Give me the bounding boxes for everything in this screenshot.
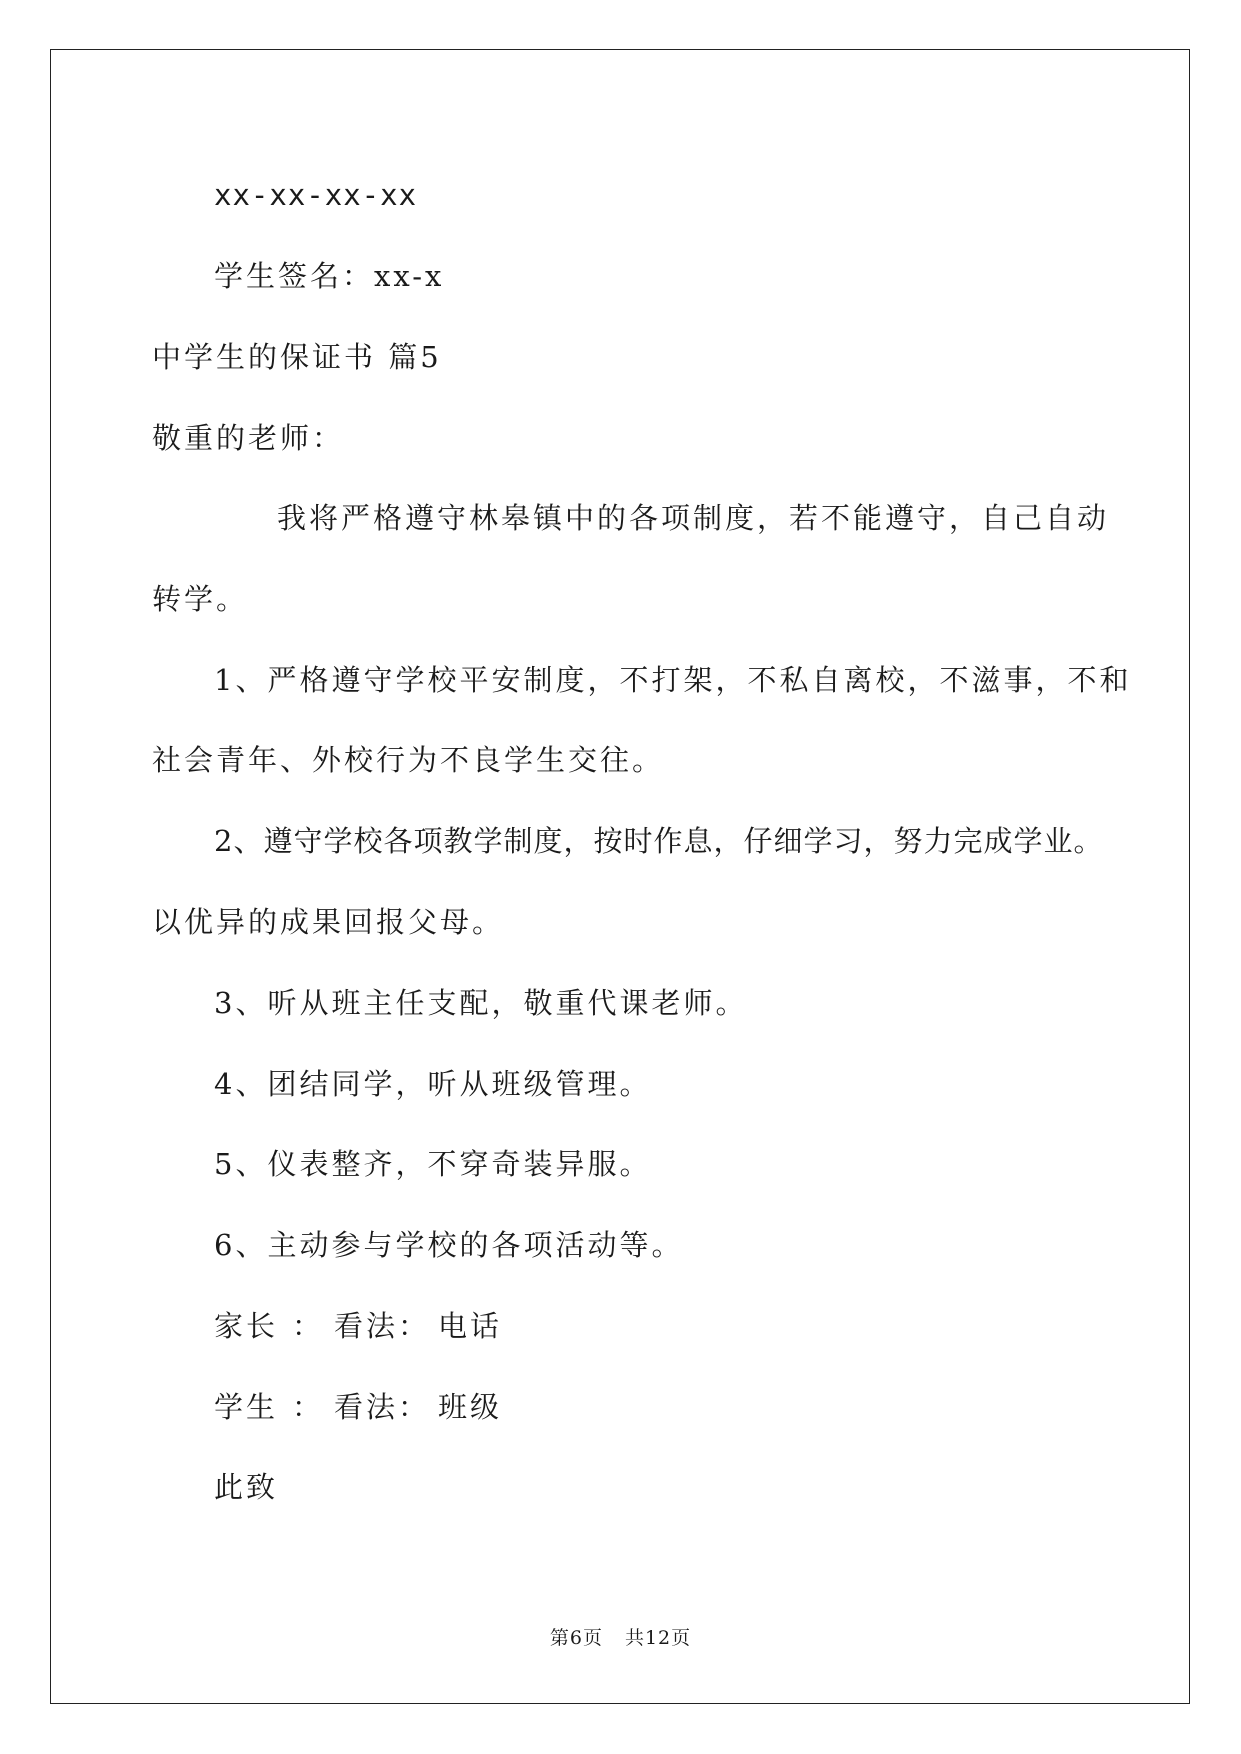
greeting: 敬重的老师： xyxy=(152,421,345,455)
item-2-line-1: 2、遵守学校各项教学制度，按时作息，仔细学习，努力完成学业。 xyxy=(214,824,1104,858)
item-5: 5、仪表整齐，不穿奇装异服。 xyxy=(214,1147,652,1181)
parent-label: 家长 xyxy=(214,1309,279,1343)
page-number-current: 第6页 xyxy=(549,1627,603,1649)
page-footer xyxy=(0,1626,1241,1650)
page-border xyxy=(50,49,1190,1704)
student-label: 学生 xyxy=(214,1390,279,1424)
intro-paragraph-line-1: 我将严格遵守林皋镇中的各项制度，若不能遵守，自己自动 xyxy=(277,501,1110,535)
item-4: 4、团结同学，听从班级管理。 xyxy=(214,1067,652,1101)
student-opinion-row xyxy=(214,1389,502,1425)
item-6: 6、主动参与学校的各项活动等。 xyxy=(214,1228,684,1262)
intro-paragraph-line-2: 转学。 xyxy=(152,582,249,616)
page-number-total: 共12页 xyxy=(624,1627,692,1649)
parent-colon: ： xyxy=(292,1309,325,1343)
item-1-line-1: 1、严格遵守学校平安制度，不打架，不私自离校，不滋事，不和 xyxy=(214,663,1132,697)
date-line: xx-xx-xx-xx xyxy=(214,178,418,212)
student-class-label: 班级 xyxy=(438,1390,503,1424)
parent-phone-label: 电话 xyxy=(438,1309,503,1343)
student-signature-line: 学生签名：xx-x xyxy=(214,259,445,293)
parent-opinion-label: 看法： xyxy=(334,1309,431,1343)
student-opinion-label: 看法： xyxy=(334,1390,431,1424)
section-title: 中学生的保证书 篇5 xyxy=(152,340,442,374)
item-1-line-2: 社会青年、外校行为不良学生交往。 xyxy=(152,743,665,777)
parent-opinion-row xyxy=(214,1308,502,1344)
student-colon: ： xyxy=(292,1390,325,1424)
item-3: 3、听从班主任支配，敬重代课老师。 xyxy=(214,986,748,1020)
item-2-line-2: 以优异的成果回报父母。 xyxy=(152,905,505,939)
closing-salutation: 此致 xyxy=(214,1470,279,1504)
